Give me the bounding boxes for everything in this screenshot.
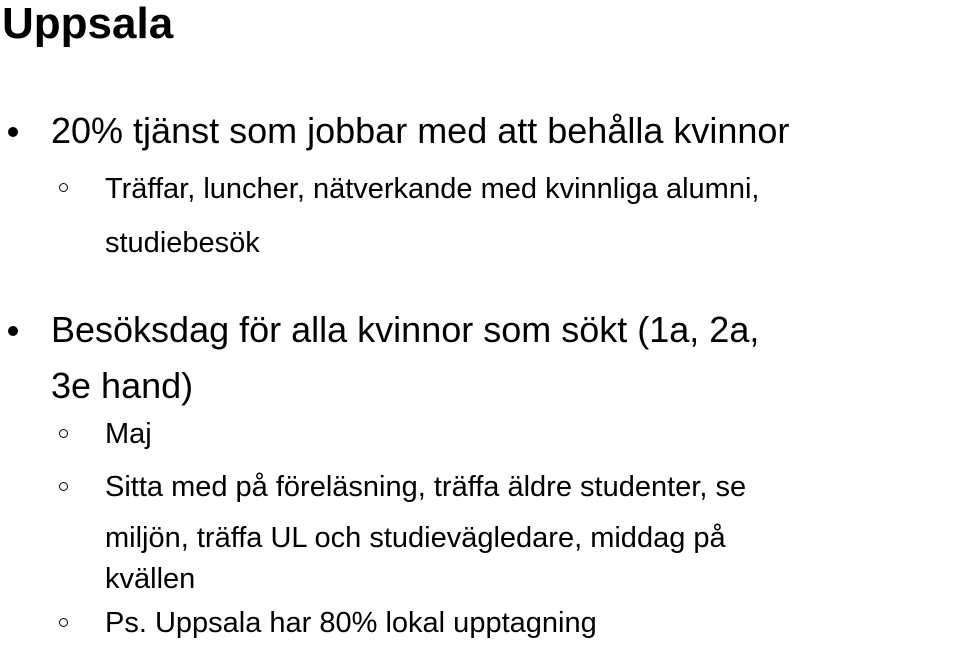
sub-bullet-text: Ps. Uppsala har 80% lokal upptagning — [105, 607, 597, 639]
sub-bullet-item — [105, 462, 925, 599]
sub-bullet-circle-icon — [59, 482, 68, 491]
sub-bullet-item — [105, 162, 925, 270]
bullet-text: Besöksdag för alla kvinnor som sökt (1a, 2a, — [51, 309, 760, 350]
sub-bullet-text: Träffar, luncher, nätverkande med kvinnliga alumni, — [105, 173, 760, 205]
sub-bullet-item — [105, 600, 925, 646]
bullet-dot-icon — [8, 326, 18, 336]
sub-bullet-text: kvällen — [105, 563, 196, 595]
bullet-text: 20% tjänst som jobbar med att behålla kvinnor — [51, 110, 790, 151]
bullet-text: 3e hand) — [51, 365, 194, 406]
bullet-item — [51, 103, 951, 159]
page-title: Uppsala — [2, 0, 174, 48]
sub-bullet-circle-icon — [59, 183, 68, 192]
sub-bullet-item — [105, 410, 925, 458]
sub-bullet-circle-icon — [59, 429, 68, 438]
sub-bullet-circle-icon — [59, 618, 68, 627]
sub-bullet-text: Maj — [105, 418, 152, 450]
sub-bullet-text: miljön, träffa UL och studievägledare, middag på — [105, 522, 726, 554]
sub-bullet-text: studiebesök — [105, 227, 260, 259]
sub-bullet-text: Sitta med på föreläsning, träffa äldre studenter, se — [105, 471, 747, 503]
bullet-item — [51, 302, 951, 414]
bullet-dot-icon — [8, 127, 18, 137]
